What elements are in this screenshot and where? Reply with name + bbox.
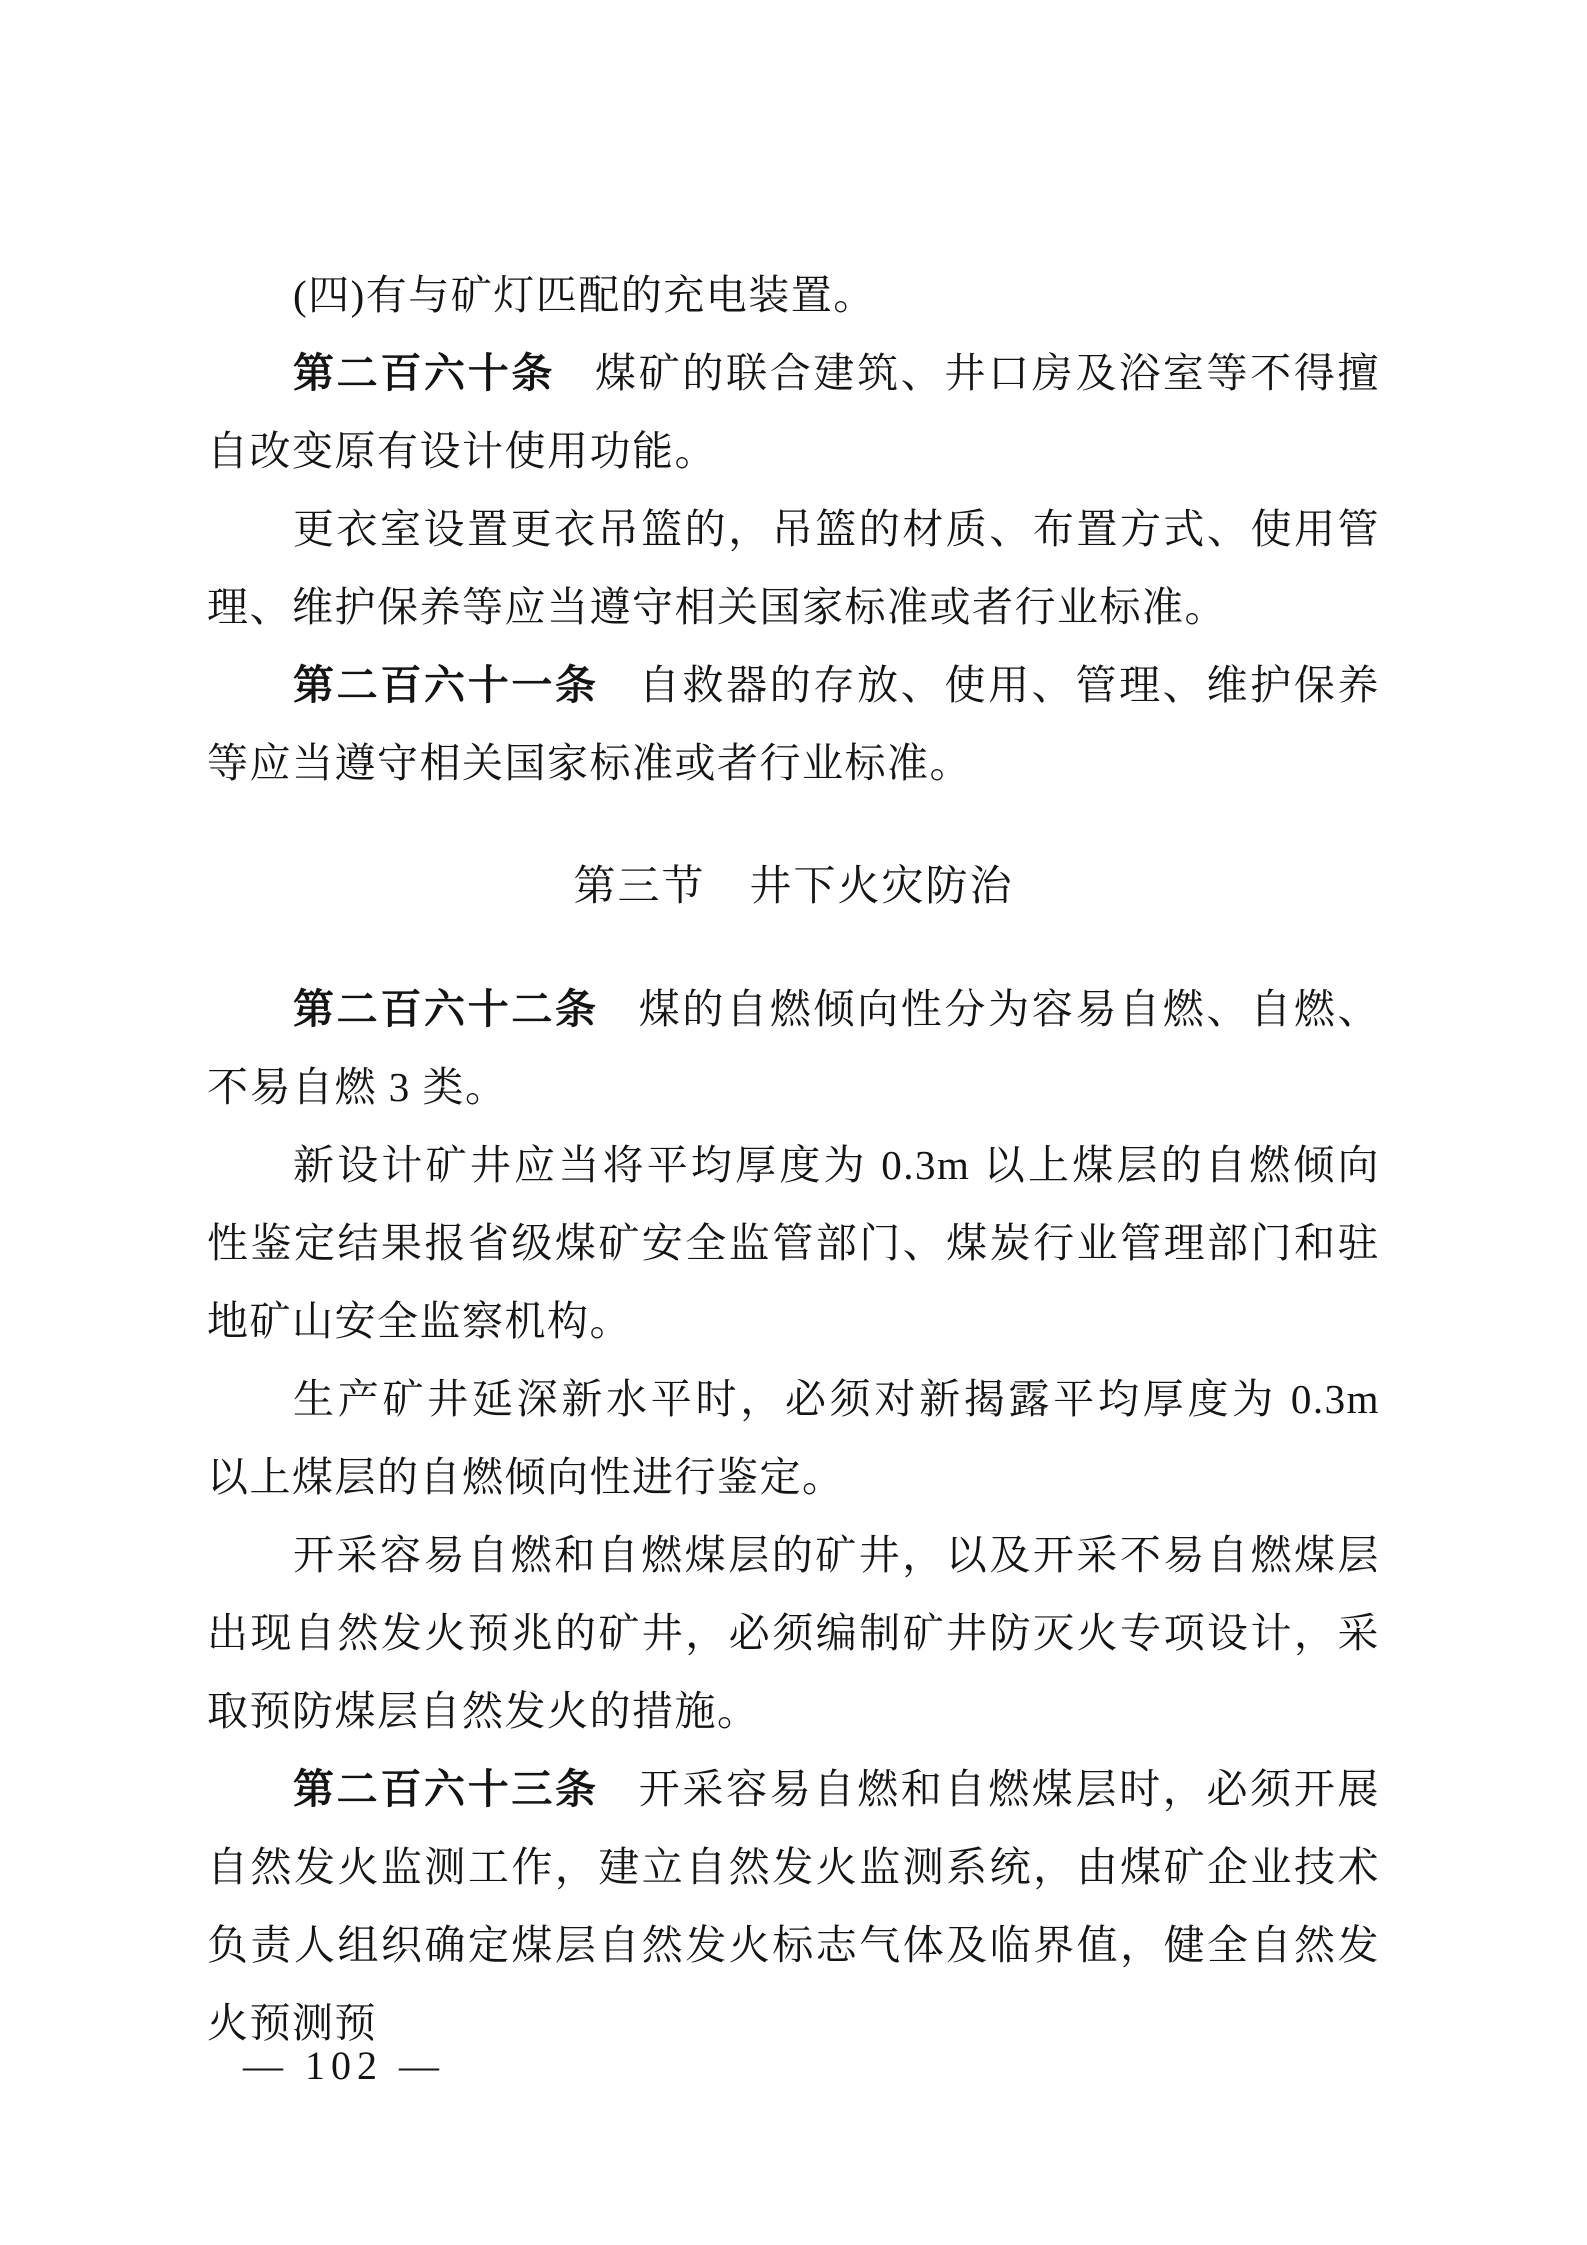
paragraph	[207, 970, 1380, 1126]
article-number: 第二百六十二条	[293, 986, 599, 1032]
paragraph	[207, 1126, 1380, 1360]
paragraph-text: 开采容易自燃和自燃煤层的矿井，以及开采不易自燃煤层出现自然发火预兆的矿井，必须编制矿井防灭火专项设计，采取预防煤层自然发火的措施。	[207, 1532, 1380, 1734]
page-number: — 102 —	[243, 2043, 445, 2088]
paragraph-text: 生产矿井延深新水平时，必须对新揭露平均厚度为 0.3m 以上煤层的自燃倾向性进行鉴定。	[207, 1376, 1380, 1500]
article-number: 第二百六十三条	[293, 1766, 599, 1812]
paragraph-text: 新设计矿井应当将平均厚度为 0.3m 以上煤层的自燃倾向性鉴定结果报省级煤矿安全监管部门、煤炭行业管理部门和驻地矿山安全监察机构。	[207, 1142, 1380, 1344]
paragraph-text: 开采容易自燃和自燃煤层时，必须开展自然发火监测工作，建立自然发火监测系统，由煤矿企业技术负责人组织确定煤层自然发火标志气体及临界值，健全自然发火预测预	[207, 1766, 1380, 2046]
paragraph	[207, 1750, 1380, 2062]
paragraph	[207, 490, 1380, 646]
paragraph-text: 煤的自燃倾向性分为容易自燃、自燃、不易自燃 3 类。	[207, 986, 1380, 1110]
article-number: 第二百六十条	[293, 350, 556, 396]
paragraph-text: 更衣室设置更衣吊篮的，吊篮的材质、布置方式、使用管理、维护保养等应当遵守相关国家标准或者行业标准。	[207, 506, 1380, 630]
paragraph	[207, 1516, 1380, 1750]
paragraph	[207, 334, 1380, 490]
paragraph-text: (四)有与矿灯匹配的充电装置。	[293, 272, 876, 318]
paragraph	[207, 1360, 1380, 1516]
paragraph	[207, 646, 1380, 802]
paragraph	[207, 256, 1380, 334]
document-body	[207, 256, 1380, 2062]
paragraph-text: 自救器的存放、使用、管理、维护保养等应当遵守相关国家标准或者行业标准。	[207, 662, 1380, 786]
article-number: 第二百六十一条	[293, 662, 599, 708]
paragraph-text: 煤矿的联合建筑、井口房及浴室等不得擅自改变原有设计使用功能。	[207, 350, 1381, 474]
section-heading: 第三节 井下火灾防治	[573, 864, 1014, 910]
